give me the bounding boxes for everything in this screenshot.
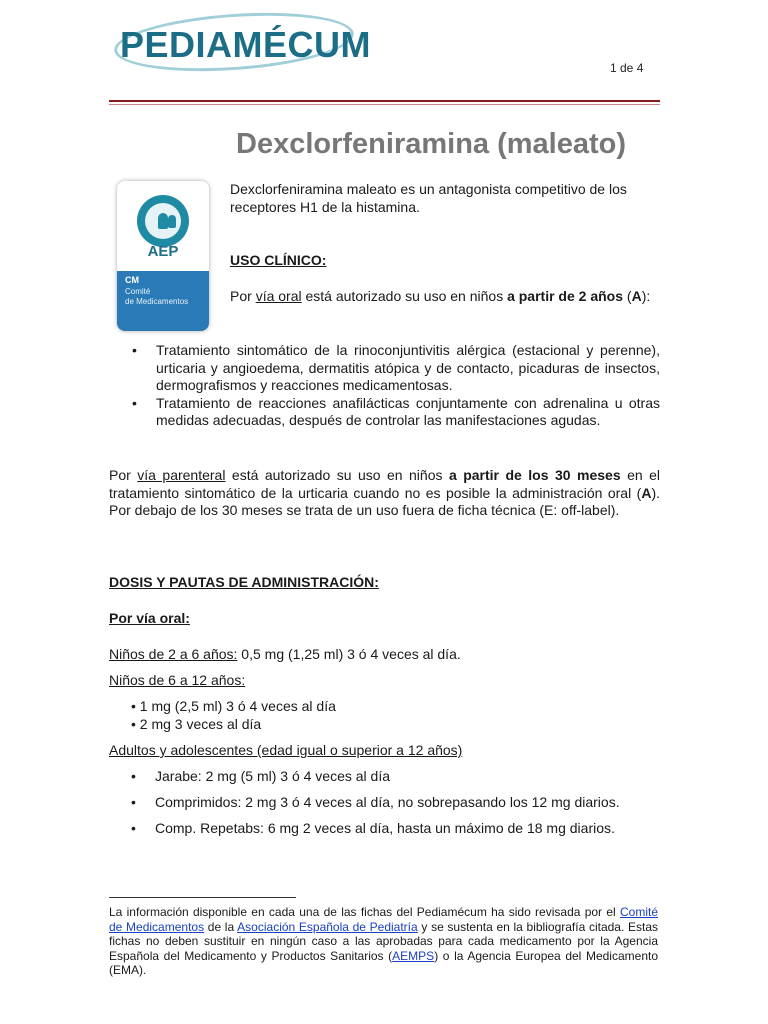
- oral-paragraph: [230, 288, 660, 306]
- child-figure-icon: [168, 215, 176, 228]
- page-number: 1 de 4: [610, 61, 644, 75]
- list-item: [132, 395, 660, 430]
- footnote-t1: La información disponible en cada una de las fichas del Pediamécum ha sido revisada por el: [109, 905, 620, 919]
- indications-list: [132, 342, 660, 430]
- list-item: [132, 342, 660, 395]
- comite-link[interactable]: Comité de Medicamentos: [109, 905, 658, 934]
- oral-open: (: [623, 288, 632, 304]
- uso-clinico-heading: USO CLÍNICO:: [230, 252, 327, 268]
- par-age: a partir de los 30 meses: [448, 467, 621, 483]
- badge-committee: [117, 271, 209, 331]
- page-title: Dexclorfeniramina (maleato): [236, 128, 627, 160]
- badge-top: [117, 181, 209, 271]
- par-pre: Por: [109, 467, 138, 483]
- indication-text: Tratamiento sintomático de la rinoconjuntivitis alérgica (estacional y perenne), urticaria y angioedema, dermatitis atópica y de contacto, picaduras de insectos, dermografismos y reacciones medicamentosas.: [156, 342, 660, 393]
- bullet-icon: •: [131, 820, 136, 836]
- via-oral-term: vía oral: [255, 288, 302, 304]
- aep-emblem-icon: [137, 195, 189, 247]
- footnote-t4: ) o la Agencia Europea del Medicamento (EMA).: [109, 948, 659, 977]
- par-rest: en el tratamiento sintomático de la urticaria cuando no es posible la administración oral (: [109, 467, 661, 501]
- oral-subheading: Por vía oral:: [109, 610, 190, 626]
- dose-2-6: [109, 646, 461, 664]
- aep-badge: [117, 181, 209, 331]
- header-rule-thin: [109, 104, 660, 105]
- dosis-heading: DOSIS Y PAUTAS DE ADMINISTRACIÓN:: [109, 574, 379, 590]
- emblem-inner: [145, 203, 181, 239]
- bullet-icon: •: [131, 716, 140, 732]
- oral-mid: está autorizado su uso en niños: [301, 288, 508, 304]
- badge-acronym: AEP: [147, 243, 179, 260]
- dose-2-6-label: Niños de 2 a 6 años:: [109, 646, 238, 662]
- bullet-icon: •: [131, 793, 136, 810]
- footnote-rule: [109, 897, 296, 898]
- adultos-list: [131, 768, 660, 838]
- indication-text: Tratamiento de reacciones anafilácticas conjuntamente con adrenalina u otras medidas adecuadas, después de controlar las manifestaciones agudas.: [156, 394, 660, 428]
- footnote-t2: de la: [204, 919, 238, 934]
- badge-cm: CM: [125, 275, 139, 285]
- dose-text: Comprimidos: 2 mg 3 ó 4 veces al día, no sobrepasando los 12 mg diarios.: [155, 793, 620, 810]
- adultos-label: Adultos y adolescentes (edad igual o superior a 12 años): [109, 742, 463, 758]
- header-rule: [109, 100, 660, 102]
- badge-line1: Comité: [125, 287, 151, 296]
- list-item: [131, 794, 660, 812]
- list-item: [131, 768, 660, 786]
- oral-age: a partir de 2 años: [507, 288, 624, 304]
- bullet-icon: •: [131, 698, 140, 714]
- parenteral-paragraph: [109, 467, 660, 520]
- aemps-link[interactable]: AEMPS: [392, 948, 435, 963]
- bullet-icon: •: [132, 394, 137, 411]
- par-grade: A: [641, 484, 652, 501]
- footnote-t3: y se sustenta en la bibliografía citada. Estas fichas no deben sustituir en ningún caso a las aprobadas para cada medicamento por la Agencia Española del Medicamento y Productos Sanitarios (: [109, 919, 658, 963]
- bullet-icon: •: [132, 342, 137, 358]
- dose-text: 2 mg 3 veces al día: [139, 716, 262, 732]
- list-item: [131, 716, 336, 734]
- intro-paragraph: Dexclorfeniramina maleato es un antagonista competitivo de los receptores H1 de la histamina.: [230, 181, 627, 215]
- dose-text: Comp. Repetabs: 6 mg 2 veces al día, hasta un máximo de 18 mg diarios.: [155, 820, 615, 836]
- dose-6-12-label: Niños de 6 a 12 años:: [109, 672, 246, 688]
- bullet-icon: •: [131, 768, 136, 784]
- dose-2-6-value: 0,5 mg (1,25 ml) 3 ó 4 veces al día.: [237, 646, 461, 662]
- list-item: [131, 820, 660, 838]
- oral-close: ):: [641, 288, 651, 304]
- logo-text: PEDIAMÉCUM: [120, 24, 372, 65]
- via-parenteral-term: vía parenteral: [137, 467, 226, 483]
- dose-6-12-list: [131, 698, 336, 734]
- list-item: [131, 698, 336, 716]
- par-mid: está autorizado su uso en niños: [225, 467, 449, 483]
- child-figure-icon: [158, 213, 168, 229]
- aep-link[interactable]: Asociación Española de Pediatría: [237, 919, 418, 934]
- badge-line2: de Medicamentos: [125, 297, 189, 306]
- footnote: [109, 905, 658, 978]
- pediamecum-logo: [114, 14, 372, 76]
- oral-pre: Por: [230, 288, 256, 304]
- oral-grade: A: [631, 288, 642, 304]
- par-end: ). Por debajo de los 30 meses se trata de un uso fuera de ficha técnica (E: off-label).: [109, 484, 660, 518]
- dose-text: Jarabe: 2 mg (5 ml) 3 ó 4 veces al día: [155, 768, 390, 784]
- dose-text: 1 mg (2,5 ml) 3 ó 4 veces al día: [139, 698, 336, 714]
